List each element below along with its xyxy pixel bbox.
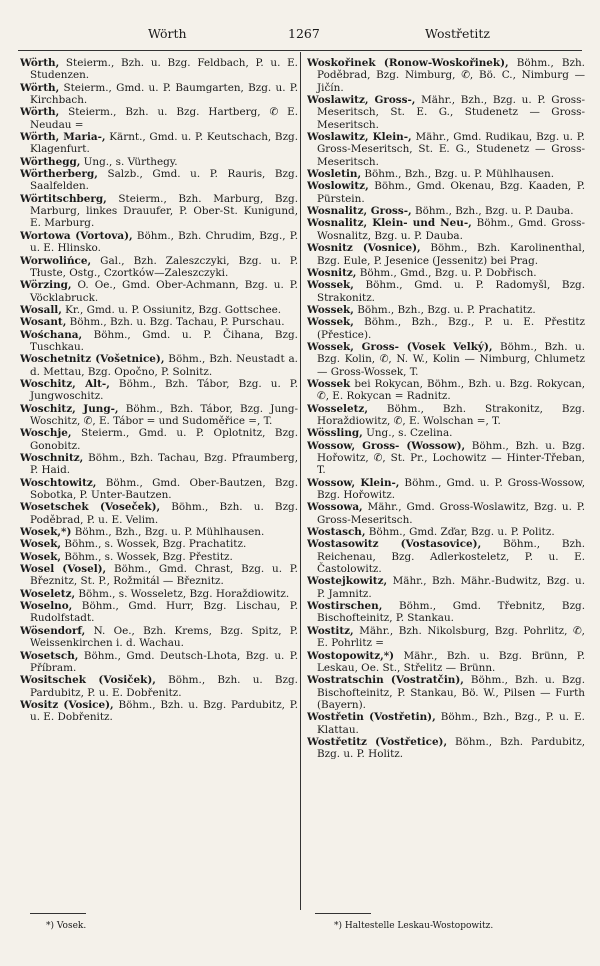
gazetteer-entry (307, 501, 585, 526)
entry-details: Böhm., Gmd. Deutsch-Lhota, Bzg. u. P. Příbram. (30, 649, 298, 674)
entry-place-name: Wossowa, (307, 501, 363, 514)
gazetteer-entry (307, 94, 585, 131)
entry-place-name: Wostopowitz,*) (307, 649, 395, 662)
entry-place-name: Wörthegg, (20, 155, 81, 168)
entry-place-name: Woschtowitz, (20, 476, 97, 489)
gazetteer-entry (20, 452, 298, 477)
gazetteer-entry (20, 156, 298, 168)
entry-details: Kr., Gmd. u. P. Ossiunitz, Bzg. Gottschee. (61, 303, 282, 316)
entry-place-name: Wossek, (307, 303, 354, 316)
entry-place-name: Wosnitz (Vosnice), (307, 242, 421, 255)
entry-details: Böhm., Gmd. Hurr, Bzg. Lischau, P. Rudolfstadt. (30, 600, 298, 625)
footnote-left: *) Vosek. (46, 921, 87, 931)
entry-place-name: Woschitz, Jung-, (20, 402, 119, 415)
entry-place-name: Wörth, Maria-, (20, 131, 106, 144)
entry-place-name: Woschetnitz (Vošetnice), (20, 353, 165, 366)
entry-place-name: Woslowitz, (307, 180, 369, 193)
entry-place-name: Wörth, (20, 106, 60, 119)
header-rule (18, 50, 582, 51)
gazetteer-entry (20, 82, 298, 107)
entry-details: Böhm., Bzh. u. Bzg. Pardubitz, P. u. E. Dobřenitz. (30, 674, 298, 699)
entry-details: Böhm., Bzh. u. Bzg. Kolin, ✆, N. W., Kolin — Nimburg, Chlumetz — Gross-Wossek, T. (317, 340, 585, 378)
entry-place-name: Worwolińce, (20, 254, 92, 267)
entry-place-name: Wörth, (20, 81, 60, 94)
gazetteer-entry (20, 57, 298, 82)
entry-details: Böhm., Bzh. Pardubitz, Bzg. u. P. Holitz. (317, 735, 585, 761)
entry-place-name: Wossow, Gross- (Wossow), (307, 439, 466, 452)
entry-details: Böhm., s. Wossek, Bzg. Prachatitz. (61, 538, 247, 551)
entry-place-name: Wortowa (Vortova), (20, 229, 133, 242)
gazetteer-entry (20, 551, 298, 563)
gazetteer-entry (307, 341, 585, 378)
entry-details: Böhm., s. Wosseletz, Bzg. Horaždiowitz. (75, 587, 290, 600)
entry-place-name: Woschitz, Alt-, (20, 377, 110, 390)
entry-place-name: Woslawitz, Gross-, (307, 94, 416, 107)
gazetteer-entry (307, 600, 585, 625)
entry-details: Böhm., s. Wossek, Bzg. Přestitz. (61, 550, 233, 563)
entry-place-name: Wostirschen, (307, 600, 383, 613)
gazetteer-entry (20, 316, 298, 328)
entry-place-name: Wosetschek (Voseček), (20, 501, 161, 514)
gazetteer-entry (20, 477, 298, 502)
gazetteer-entry (20, 427, 298, 452)
entry-details: Steierm., Gmd. u. P. Baumgarten, Bzg. u. P. Kirchbach. (30, 81, 298, 107)
gazetteer-entry (307, 378, 585, 403)
entry-details: Böhm., Bzh. Poděbrad, Bzg. Nimburg, ✆, Bö. C., Nimburg — Jičín. (317, 57, 585, 94)
gazetteer-entry (307, 650, 585, 675)
entry-details: Mähr., Gmd. Rudikau, Bzg. u. P. Gross-Meseritsch, St. E. G., Studenetz — Gross-Meseritsch. (317, 131, 585, 168)
entry-place-name: Wossek, (307, 279, 354, 292)
entry-details: Böhm., Gmd. Zďar, Bzg. u. P. Politz. (365, 526, 555, 539)
entry-place-name: Wosek,*) (20, 526, 72, 539)
entry-place-name: Wörth, (20, 57, 60, 69)
gazetteer-entry (20, 193, 298, 230)
gazetteer-entry (307, 575, 585, 600)
entry-place-name: Woskořinek (Ronow-Woskořinek), (307, 57, 509, 69)
entry-details: Böhm., Gmd. u. P. Gross-Wossow, Bzg. Hořowitz. (317, 476, 585, 502)
entry-place-name: Wosetsch, (20, 649, 79, 662)
entry-details: Steierm., Gmd. u. P. Oplotnitz, Bzg. Gonobitz. (30, 427, 298, 452)
entry-details: Böhm., Gmd. Okenau, Bzg. Kaaden, P. Pürstein. (317, 180, 585, 205)
gazetteer-entry (20, 625, 298, 650)
entry-details: Böhm., Bzh., Bzg. u. P. Prachatitz. (353, 303, 536, 316)
entry-place-name: Wosel (Vosel), (20, 563, 107, 576)
entry-place-name: Wostitz, (307, 624, 354, 637)
gazetteer-entry (307, 242, 585, 267)
entry-place-name: Wostřetitz (Vostřetice), (307, 735, 448, 748)
gazetteer-entry (307, 267, 585, 279)
gazetteer-entry (20, 230, 298, 255)
gazetteer-entry (20, 563, 298, 588)
entry-place-name: Wörzing, (20, 279, 72, 292)
gazetteer-entry (20, 403, 298, 428)
gazetteer-entry (20, 501, 298, 526)
gazetteer-entry (20, 650, 298, 675)
entry-details: Böhm., Gmd. Ober-Bautzen, Bzg. Sobotka, P. Unter-Bautzen. (30, 476, 298, 502)
entry-place-name: Wossek, (307, 316, 354, 329)
entry-details: Böhm., Bzh., Bzg. u. P. Mühlhausen. (71, 526, 265, 539)
entry-details: Gal., Bzh. Zaleszczyki, Bzg. u. P. Tłuste, Ostg., Czortków—Zaleszczyki. (30, 254, 298, 279)
gazetteer-entry (307, 625, 585, 650)
gazetteer-entry (307, 440, 585, 477)
right-column (307, 57, 585, 887)
gazetteer-entry (307, 57, 585, 94)
entry-place-name: Woslawitz, Klein-, (307, 131, 412, 144)
entry-details: Böhm., Bzh. Tachau, Bzg. Pfraumberg, P. Haid. (30, 452, 298, 477)
entry-details: Böhm., Bzh. u. Bzg. Poděbrad, P. u. E. Velim. (30, 501, 298, 526)
entry-details: Böhm., Bzh. Neustadt a. d. Mettau, Bzg. Opočno, P. Solnitz. (30, 353, 298, 378)
entry-details: Böhm., Gmd. u. P. Čihana, Bzg. Tuschkau. (30, 328, 298, 353)
entry-place-name: Wositz (Vosice), (20, 698, 114, 711)
entry-details: Böhm., Bzh. u. Bzg. Pardubitz, P. u. E. Dobřenitz. (30, 698, 298, 724)
header-right-keyword: Wostřetitz (425, 26, 490, 41)
gazetteer-entry (307, 316, 585, 341)
gazetteer-entry (307, 205, 585, 217)
entry-details: Steierm., Bzh. u. Bzg. Feldbach, P. u. E. Studenzen. (30, 57, 298, 82)
entry-place-name: Wörtherberg, (20, 168, 98, 181)
entry-place-name: Wosletin, (307, 168, 362, 181)
gazetteer-entry (307, 477, 585, 502)
entry-details: Böhm., Bzh., Bzg. u. P. Mühlhausen. (361, 168, 555, 181)
entry-details: Ung., s. Czelina. (362, 427, 453, 440)
entry-details: Böhm., Bzh. Karolinenthal, Bzg. Eule, P. Jesenice (Jessenitz) bei Prag. (317, 242, 585, 267)
entry-place-name: Wostřetin (Vostřetin), (307, 711, 436, 724)
entry-place-name: Wostasch, (307, 526, 366, 539)
entry-details: O. Oe., Gmd. Ober-Achmann, Bzg. u. P. Vöcklabruck. (30, 279, 298, 304)
entry-details: Mähr., Bzh., Bzg. u. P. Gross-Meseritsch, St. E. G., Studenetz — Gross-Meseritsch. (317, 94, 585, 131)
entry-details: Mähr., Bzh. Nikolsburg, Bzg. Pohrlitz, ✆, E. Pohrlitz = (317, 624, 585, 650)
entry-place-name: Wossow, Klein-, (307, 476, 400, 489)
entry-place-name: Wosall, (20, 303, 62, 316)
entry-details: Mähr., Gmd. Gross-Woslawitz, Bzg. u. P. Gross-Meseritsch. (317, 501, 585, 526)
header-left-keyword: Wörth (148, 26, 187, 41)
gazetteer-entry (20, 168, 298, 193)
gazetteer-entry (307, 526, 585, 538)
entry-place-name: Wosnalitz, Klein- und Neu-, (307, 217, 472, 230)
entry-details: Böhm., Bzh., Bzg., P. u. E. Klattau. (317, 711, 585, 736)
entry-details: Salzb., Gmd. u. P. Rauris, Bzg. Saalfelden. (30, 168, 298, 193)
footnote-right: *) Haltestelle Leskau-Wostopowitz. (334, 921, 494, 931)
entry-details: Steierm., Bzh. u. Bzg. Hartberg, ✆ E. Neudau = (30, 106, 298, 131)
left-column (20, 57, 298, 887)
entry-details: bei Rokycan, Böhm., Bzh. u. Bzg. Rokycan, ✆, E. Rokycan = Radnitz. (317, 377, 585, 403)
entry-details: Böhm., Bzh. Tábor, Bzg. Jung-Woschitz, ✆, E. Tábor = und Sudoměřice =, T. (30, 402, 298, 427)
gazetteer-entry (307, 304, 585, 316)
entry-place-name: Wosnalitz, Gross-, (307, 205, 412, 218)
gazetteer-entry (20, 600, 298, 625)
entry-place-name: Wosnitz, (307, 266, 357, 279)
gazetteer-entry (20, 106, 298, 131)
entry-place-name: Wossek (307, 377, 351, 390)
gazetteer-entry (307, 131, 585, 168)
gazetteer-entry (307, 403, 585, 428)
entry-place-name: Wositschek (Vosiček), (20, 674, 156, 687)
entry-place-name: Woselno, (20, 600, 73, 613)
gazetteer-entry (20, 329, 298, 354)
entry-place-name: Wörtitschberg, (20, 192, 107, 205)
entry-place-name: Wosseletz, (307, 402, 368, 415)
entry-place-name: Wossek, Gross- (Vosek Velký), (307, 340, 493, 353)
gazetteer-entry (20, 674, 298, 699)
entry-place-name: Wostratschin (Vostratčin), (307, 674, 464, 687)
gazetteer-entry (20, 699, 298, 724)
entry-place-name: Wośchana, (20, 328, 83, 341)
entry-details: Ung., s. Vürthegy. (80, 155, 178, 168)
entry-details: Böhm., Bzh., Bzg., P. u. E. Přestitz (Přestice). (317, 316, 585, 341)
gazetteer-entry (20, 304, 298, 316)
entry-details: Böhm., Gmd. u. P. Radomyšl, Bzg. Strakonitz. (317, 279, 585, 304)
entry-details: Böhm., Bzh., Bzg. u. P. Dauba. (411, 205, 574, 218)
entry-details: Böhm., Bzh. Chrudim, Bzg., P. u. E. Hlinsko. (30, 229, 298, 255)
entry-details: Böhm., Bzh. u. Bzg. Tachau, P. Purschau. (66, 316, 285, 329)
gazetteer-entry (307, 538, 585, 575)
entry-details: Steierm., Bzh. Marburg, Bzg. Marburg, linkes Drauufer, P. Ober-St. Kunigund, E. Marburg. (30, 192, 298, 230)
entry-details: Böhm., Bzh. Strakonitz, Bzg. Horaždiowitz, ✆, E. Wolschan =, T. (317, 402, 585, 427)
gazetteer-entry (20, 255, 298, 280)
entry-place-name: Woschje, (20, 427, 72, 440)
gazetteer-entry (307, 180, 585, 205)
gazetteer-entry (307, 168, 585, 180)
gazetteer-entry (20, 538, 298, 550)
footnote-rule-left (30, 913, 86, 914)
entry-place-name: Wössling, (307, 427, 363, 440)
entry-details: Böhm., Gmd., Bzg. u. P. Dobřisch. (356, 266, 537, 279)
gazetteer-entry (307, 427, 585, 439)
gazetteer-entry (20, 131, 298, 156)
entry-details: Böhm., Bzh. Tábor, Bzg. u. P. Jungwoschitz. (30, 377, 298, 403)
entry-place-name: Wosant, (20, 316, 67, 329)
entry-place-name: Woseletz, (20, 587, 76, 600)
gazetteer-entry (20, 353, 298, 378)
entry-details: Mähr., Bzh. Mähr.-Budwitz, Bzg. u. P. Jamnitz. (317, 575, 585, 600)
gazetteer-entry (307, 736, 585, 761)
gazetteer-entry (307, 279, 585, 304)
entry-place-name: Wostejkowitz, (307, 575, 388, 588)
page-number: 1267 (288, 26, 320, 41)
entry-place-name: Woschnitz, (20, 452, 84, 464)
column-divider (300, 52, 301, 910)
entry-details: N. Oe., Bzh. Krems, Bzg. Spitz, P. Weissenkirchen i. d. Wachau. (30, 624, 298, 650)
entry-details: Mähr., Bzh. u. Bzg. Brünn, P. Leskau, Oe. St., Střelitz — Brünn. (317, 649, 585, 674)
gazetteer-entry (307, 217, 585, 242)
entry-details: Böhm., Gmd. Chrast, Bzg. u. P. Březnitz, St. P., Rožmitál — Březnitz. (30, 563, 298, 588)
entry-place-name: Wostasowitz (Vostasovice), (307, 538, 482, 551)
gazetteer-entry (307, 674, 585, 711)
gazetteer-entry (20, 378, 298, 403)
gazetteer-entry (20, 279, 298, 304)
entry-details: Böhm., Bzh. Reichenau, Bzg. Adlerkosteletz, P. u. E. Častolowitz. (317, 538, 585, 576)
page-header (20, 26, 580, 44)
gazetteer-entry (307, 711, 585, 736)
gazetteer-entry (20, 526, 298, 538)
entry-details: Böhm., Gmd. Gross-Wosnalitz, Bzg. u. P. Dauba. (317, 217, 585, 242)
gazetteer-entry (20, 588, 298, 600)
entry-details: Böhm., Bzh. u. Bzg. Bischofteinitz, P. Stankau, Bö. W., Pilsen — Furth (Bayern). (317, 674, 585, 711)
entry-place-name: Wösendorf, (20, 624, 86, 637)
entry-details: Böhm., Bzh. u. Bzg. Hořowitz, ✆, St. Pr., Lochowitz — Hinter-Třeban, T. (317, 439, 585, 477)
entry-place-name: Wosek, (20, 550, 62, 563)
footnote-rule-right (315, 913, 371, 914)
entry-details: Kärnt., Gmd. u. P. Keutschach, Bzg. Klagenfurt. (30, 131, 298, 156)
entry-details: Böhm., Gmd. Třebnitz, Bzg. Bischofteinitz, P. Stankau. (317, 600, 585, 625)
entry-place-name: Wosek, (20, 538, 62, 551)
